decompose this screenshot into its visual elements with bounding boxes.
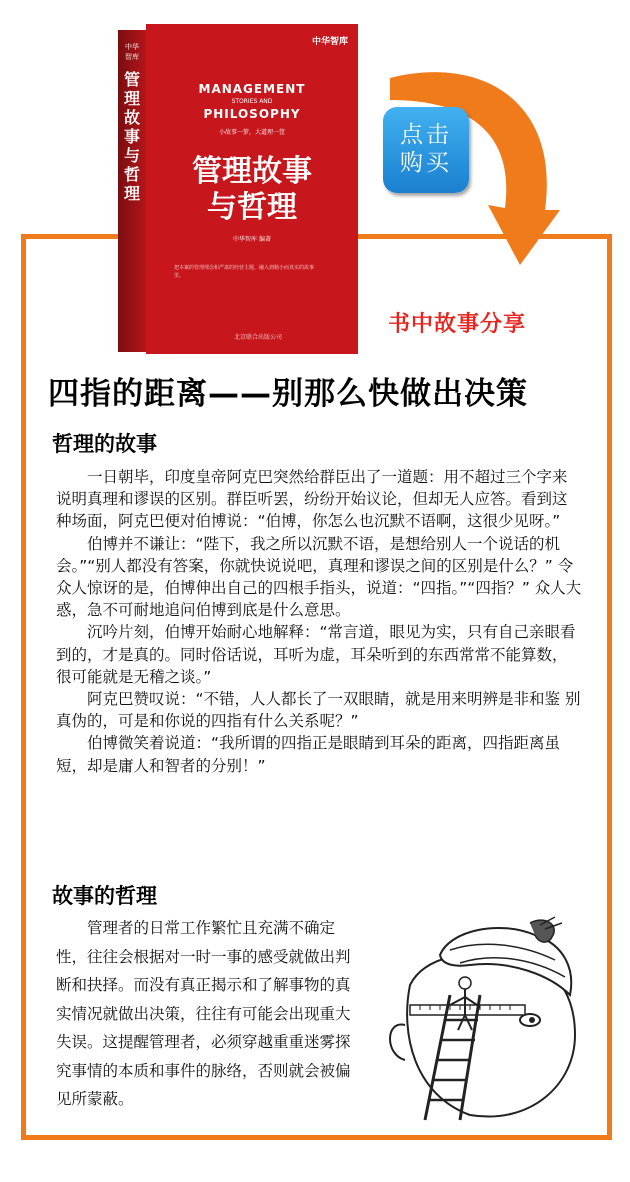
book-front (146, 24, 358, 354)
story-text (56, 466, 582, 777)
book-title-zh (146, 154, 358, 226)
book-title-zh-2: 与哲理 (207, 190, 297, 225)
book-cover-image[interactable] (118, 24, 358, 354)
buy-button-line2: 购买 (400, 150, 452, 176)
book-title-en-3: PHILOSOPHY (203, 107, 301, 121)
book-author: 中华智库 编著 (233, 236, 271, 243)
buy-button[interactable] (383, 107, 469, 193)
book-spine-brand: 中华智库 (125, 43, 139, 61)
story-paragraph: 伯博微笑着说道：“我所谓的四指正是眼睛到耳朵的距离，四指距离虽短，却是庸人和智者的分别！” (56, 734, 561, 775)
book-tagline: 小故事一箩，大道理一筐 (218, 129, 285, 136)
section-title-moral: 故事的哲理 (52, 884, 157, 908)
book-publisher: 北京联合出版公司 (234, 334, 283, 341)
book-title-en-1: MANAGEMENT (198, 82, 306, 96)
main-title: 四指的距离——别那么快做出决策 (48, 376, 528, 412)
buy-button-line1: 点击 (400, 122, 452, 148)
book-title-zh-1: 管理故事 (192, 154, 312, 189)
book-spine-title: 管理故事与哲理 (123, 70, 140, 203)
share-banner: 书中故事分享 (388, 312, 527, 337)
story-paragraph: 沉吟片刻，伯博开始耐心地解释：“常言道，眼见为实，只有自己亲眼看到的，才是真的。同时俗话说，耳听为虚，耳朵听到的东西常常不能算数，很可能就是无稽之谈。” (56, 623, 576, 686)
book-spine (118, 30, 146, 352)
section-title-story: 哲理的故事 (52, 432, 157, 456)
moral-text (56, 914, 362, 1114)
story-paragraph: 一日朝毕，印度皇帝阿克巴突然给群臣出了一道题：用不超过三个字来说明真理和谬误的区别。群臣听罢，纷纷开始议论，但却无人应答。看到这种场面，阿克巴便对伯博说：“伯博，你怎么也沉默不语啊，这很少见呀。” (56, 468, 568, 531)
book-title-en-2: STORIES AND (231, 98, 273, 105)
story-paragraph: 伯博并不谦让：“陛下，我之所以沉默不语，是想给别人一个说话的机 会。”“别人都没有答案，你就快说说吧，真理和谬误之间的区别是什么？” 令众人惊讶的是，伯博伸出自己的四根手指头，说道：“四指。”“四指？” 众人大惑，急不可耐地追问伯博到底是什么意思。 (56, 534, 582, 620)
ladder-ear-illustration (380, 915, 590, 1125)
book-blurb: 把本案的管理理念和严肃的经营主题，融入到精小而真实的故事里。 (174, 265, 315, 279)
story-paragraph: 阿克巴赞叹说：“不错，人人都长了一双眼睛，就是用来明辨是非和鉴 别真伪的，可是和你说的四指有什么关系呢？” (56, 690, 581, 731)
moral-paragraph: 管理者的日常工作繁忙且充满不确定性，往往会根据对一时一事的感受就做出判断和抉择。而没有真正揭示和了解事物的真实情况就做出决策，往往有可能会出现重大失误。这提醒管理者，必须穿越重重迷雾探究事情的本质和事件的脉络，否则就会被偏见所蒙蔽。 (56, 919, 351, 1108)
book-brand: 中华智库 (311, 37, 348, 47)
